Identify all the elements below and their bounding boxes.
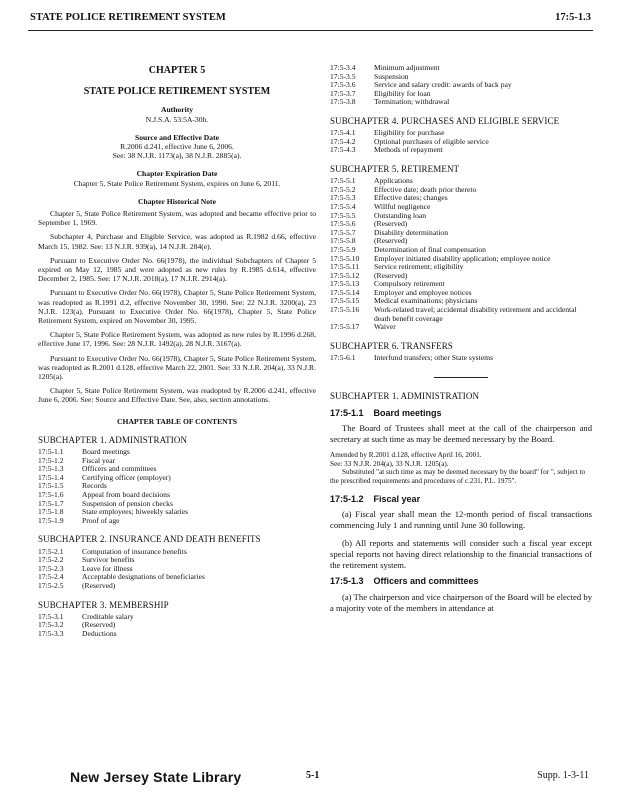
- toc-entry-title: Employer and employee notices: [374, 287, 472, 297]
- toc-entry-number: 17:5-5.15: [330, 296, 360, 306]
- section-title: Fiscal year: [373, 494, 421, 505]
- toc-entry[interactable]: [330, 323, 592, 332]
- toc-entry-number: 17:5-1.9: [38, 515, 64, 525]
- toc-entry[interactable]: [330, 138, 592, 147]
- toc-entry[interactable]: [38, 457, 316, 466]
- toc-entry[interactable]: [38, 573, 316, 582]
- toc-subchapter-5-title: SUBCHAPTER 5. RETIREMENT: [330, 163, 460, 174]
- toc-entry-title: Board meetings: [82, 447, 130, 457]
- toc-entry-title: Effective date; death prior thereto: [374, 184, 477, 194]
- toc-entry-title: Eligibility for loan: [374, 88, 431, 98]
- toc-entry-title: Medical examinations; physicians: [374, 296, 478, 306]
- history-paragraph: Subchapter 4, Purchase and Eligible Service, was adopted as R.1982 d.66, effective March 15, 1982. See: 13 N.J.R. 939(a), 14 N.J.R. 284(e).: [38, 232, 316, 251]
- toc-entry-number: 17:5-1.4: [38, 472, 64, 482]
- right-column: [330, 64, 592, 620]
- toc-entry-title: Minimum adjustment: [374, 63, 440, 72]
- section-17-5-1-1-text: The Board of Trustees shall meet at the call of the chairperson and secretary at such time as may be deemed necessary by the Board.: [330, 423, 592, 445]
- toc-entry-number: 17:5-5.14: [330, 287, 360, 297]
- toc-subchapter-3: [38, 613, 316, 639]
- toc-entry-number: 17:5-3.6: [330, 80, 356, 90]
- toc-entry-number: 17:5-3.4: [330, 63, 356, 72]
- header-title: STATE POLICE RETIREMENT SYSTEM: [30, 12, 226, 23]
- toc-entry-number: 17:5-5.4: [330, 201, 356, 211]
- toc-entry-title: Service retirement; eligibility: [374, 262, 464, 272]
- source-line-2: See: 38 N.J.R. 1173(a), 38 N.J.R. 2885(a).: [112, 151, 242, 161]
- toc-entry-number: 17:5-6.1: [330, 353, 356, 363]
- toc-entry[interactable]: [330, 272, 592, 281]
- toc-entry[interactable]: [330, 212, 592, 221]
- toc-entry-title: Fiscal year: [82, 455, 116, 465]
- chapter-title: STATE POLICE RETIREMENT SYSTEM: [83, 86, 271, 98]
- toc-entry-title: (Reserved): [374, 236, 408, 246]
- toc-entry-title: Computation of insurance benefits: [82, 546, 187, 556]
- toc-subchapter-2-title: SUBCHAPTER 2. INSURANCE AND DEATH BENEFITS: [38, 534, 261, 545]
- supplement-date: Supp. 1-3-11: [537, 770, 589, 781]
- toc-entry-number: 17:5-5.6: [330, 219, 356, 229]
- toc-entry-title: Outstanding loan: [374, 210, 427, 220]
- toc-entry-number: 17:5-4.2: [330, 136, 356, 146]
- toc-subchapter-1-title: SUBCHAPTER 1. ADMINISTRATION: [38, 434, 188, 445]
- toc-entry[interactable]: [330, 81, 592, 90]
- toc-entry-number: 17:5-5.11: [330, 262, 360, 272]
- left-column: [38, 66, 316, 639]
- toc-subchapter-4: [330, 129, 592, 155]
- history-paragraph: Pursuant to Executive Order No. 66(1978), Chapter 5, State Police Retirement System, was readopted as R.1991 d.2, effective November 30, 1990. See: 22 N.J.R. 3200(a), 23 N.J.R. 123(a). Pursuant to Executive Order No. 66(1978), Chapter 5, State Police Retirement System, expired on November 30, 1995.: [38, 288, 316, 326]
- subchapter-1-heading: SUBCHAPTER 1. ADMINISTRATION: [330, 390, 480, 401]
- toc-subchapter-3-continued: [330, 64, 592, 107]
- toc-entry-number: 17:5-3.2: [38, 620, 64, 630]
- toc-entry-title: Interfund transfers; other State systems: [374, 353, 493, 363]
- toc-entry[interactable]: [330, 354, 592, 363]
- section-17-5-1-2-paragraph-a: (a) Fiscal year shall mean the 12-month period of fiscal transactions commencing July 1 and running until June 30 following.: [330, 509, 592, 531]
- toc-entry[interactable]: [38, 474, 316, 483]
- history-paragraph: Chapter 5, State Police Retirement System, was adopted as new rules by R.1996 d.268, effective June 17, 1996. See: 28 N.J.R. 1492(a), 28 N.J.R. 3167(a).: [38, 330, 316, 349]
- toc-entry-number: 17:5-3.8: [330, 97, 356, 107]
- toc-entry-title: Optional purchases of eligible service: [374, 136, 489, 146]
- toc-entry-number: 17:5-3.7: [330, 88, 356, 98]
- toc-entry-number: 17:5-5.16: [330, 305, 360, 315]
- toc-entry-number: 17:5-1.8: [38, 507, 64, 517]
- history-paragraph: Chapter 5, State Police Retirement System, was adopted and became effective prior to September 1, 1969.: [38, 209, 316, 228]
- toc-entry-number: 17:5-5.7: [330, 227, 356, 237]
- section-number: 17:5-1.2: [330, 494, 364, 505]
- section-title: Officers and committees: [373, 576, 479, 587]
- authority-text: N.J.S.A. 53:5A-30h.: [145, 114, 209, 124]
- section-17-5-1-2-paragraph-b: (b) All reports and statements will consider such a fiscal year except special reports not having direct relationship to the financial transactions of the retirement system.: [330, 537, 592, 571]
- toc-subchapter-1: [38, 448, 316, 525]
- toc-entry[interactable]: [38, 556, 316, 565]
- toc-entry-title: Work-related travel; accidental disability retirement and accidental death benefit coverage: [374, 305, 577, 323]
- toc-subchapter-6: [330, 354, 592, 363]
- toc-entry-number: 17:5-5.17: [330, 322, 360, 332]
- header-rule: [28, 30, 593, 31]
- toc-entry-title: Deductions: [82, 629, 117, 638]
- historical-note-heading: Chapter Historical Note: [138, 196, 216, 206]
- section-number: 17:5-1.3: [330, 576, 364, 587]
- toc-entry[interactable]: [330, 229, 592, 238]
- toc-entry-title: Determination of final compensation: [374, 244, 486, 254]
- toc-entry-number: 17:5-5.12: [330, 270, 360, 280]
- toc-entry-title: Appeal from board decisions: [82, 490, 170, 500]
- toc-entry[interactable]: [38, 508, 316, 517]
- toc-entry-title: Disability determination: [374, 227, 449, 237]
- toc-entry-number: 17:5-1.6: [38, 490, 64, 500]
- toc-entry[interactable]: [38, 465, 316, 474]
- toc-entry-title: Methods of repayment: [374, 145, 443, 155]
- toc-entry-title: (Reserved): [374, 219, 408, 229]
- toc-entry[interactable]: [330, 90, 592, 99]
- section-17-5-1-3-heading: [330, 577, 592, 586]
- toc-entry-number: 17:5-5.1: [330, 176, 356, 186]
- toc-entry-title: Compulsory retirement: [374, 279, 445, 289]
- toc-entry-title: Officers and committees: [82, 464, 157, 474]
- source-line-1: R.2006 d.241, effective June 6, 2006.: [120, 142, 234, 152]
- amendment-line: See: 33 N.J.R. 204(a), 33 N.J.R. 1205(a).: [330, 459, 449, 468]
- toc-entry[interactable]: [38, 621, 316, 630]
- section-divider: [434, 377, 488, 378]
- toc-entry-number: 17:5-3.1: [38, 611, 64, 621]
- toc-entry[interactable]: [38, 517, 316, 526]
- section-number: 17:5-1.1: [330, 407, 364, 418]
- toc-entry-title: Applications: [374, 176, 413, 186]
- toc-entry-number: 17:5-2.3: [38, 563, 64, 573]
- toc-entry[interactable]: [38, 613, 316, 622]
- history-paragraph: Pursuant to Executive Order No. 66(1978), the individual Subchapters of Chapter 5 expired on May 12, 1985 and were adopted as new rules by R.1985 d.614, effective December 2, 1985. See: 17 N.J.R. 2018(a), 17 N.J.R. 2914(a).: [38, 255, 316, 284]
- toc-entry-number: 17:5-5.13: [330, 279, 360, 289]
- running-header: [30, 12, 591, 26]
- toc-entry-number: 17:5-5.2: [330, 184, 356, 194]
- section-title: Board meetings: [373, 407, 442, 418]
- toc-entry-number: 17:5-1.5: [38, 481, 64, 491]
- toc-entry-number: 17:5-5.5: [330, 210, 356, 220]
- toc-entry[interactable]: [38, 630, 316, 639]
- toc-entry-title: Certifying officer (employer): [82, 472, 171, 482]
- toc-heading: CHAPTER TABLE OF CONTENTS: [117, 416, 237, 426]
- toc-entry-title: Survivor benefits: [82, 555, 135, 565]
- amendment-line: Substituted "at such time as may be deemed necessary by the board" for ", subject to the prescribed requirements and procedures of c.231, P.L. 1975".: [330, 468, 586, 485]
- toc-subchapter-5: [330, 177, 592, 332]
- toc-entry-title: Employer initiated disability application; employee notice: [374, 253, 551, 263]
- toc-entry-title: State employees; biweekly salaries: [82, 507, 189, 517]
- source-heading: Source and Effective Date: [134, 132, 219, 142]
- toc-entry-title: Effective dates; changes: [374, 193, 448, 203]
- toc-entry-title: (Reserved): [82, 581, 116, 591]
- toc-entry-title: Suspension of pension checks: [82, 498, 173, 508]
- section-17-5-1-3-paragraph-a: (a) The chairperson and vice chairperson of the Board will be elected by a majority vote of the members in attendance at: [330, 591, 592, 613]
- toc-entry[interactable]: [330, 263, 592, 272]
- toc-entry-number: 17:5-1.7: [38, 498, 64, 508]
- toc-subchapter-2: [38, 548, 316, 591]
- toc-entry-number: 17:5-2.5: [38, 581, 64, 591]
- toc-entry-number: 17:5-2.4: [38, 572, 64, 582]
- toc-entry-number: 17:5-1.3: [38, 464, 64, 474]
- toc-entry-title: Willful negligence: [374, 201, 431, 211]
- toc-entry-title: Proof of age: [82, 515, 120, 525]
- toc-entry-number: 17:5-2.1: [38, 546, 64, 556]
- toc-subchapter-6-title: SUBCHAPTER 6. TRANSFERS: [330, 340, 453, 351]
- toc-entry-title: (Reserved): [82, 620, 116, 630]
- header-section-number: 17:5-1.3: [555, 12, 591, 23]
- amendment-note: [330, 451, 592, 485]
- toc-entry-title: Service and salary credit: awards of back pay: [374, 80, 512, 90]
- toc-entry-title: Acceptable designations of beneficiaries: [82, 572, 205, 582]
- amendment-line: Amended by R.2001 d.128, effective April 16, 2001.: [330, 451, 482, 460]
- toc-entry[interactable]: [330, 220, 592, 229]
- toc-entry[interactable]: [330, 64, 592, 73]
- toc-entry-number: 17:5-2.2: [38, 555, 64, 565]
- toc-entry[interactable]: [38, 482, 316, 491]
- chapter-number: CHAPTER 5: [148, 65, 206, 76]
- toc-entry-number: 17:5-1.2: [38, 455, 64, 465]
- toc-entry[interactable]: [38, 582, 316, 591]
- library-footer-text: New Jersey State Library: [70, 769, 242, 785]
- toc-subchapter-3-title: SUBCHAPTER 3. MEMBERSHIP: [38, 599, 169, 610]
- toc-entry[interactable]: [330, 203, 592, 212]
- toc-entry-title: Suspension: [374, 71, 409, 81]
- toc-entry[interactable]: [38, 491, 316, 500]
- toc-entry-number: 17:5-5.8: [330, 236, 356, 246]
- section-17-5-1-2-heading: [330, 495, 592, 504]
- toc-entry-number: 17:5-3.3: [38, 629, 64, 638]
- toc-entry-number: 17:5-4.3: [330, 145, 356, 155]
- toc-entry[interactable]: [330, 194, 592, 203]
- toc-entry-number: 17:5-3.5: [330, 71, 356, 81]
- toc-entry-title: Eligibility for purchase: [374, 128, 445, 138]
- authority-heading: Authority: [160, 105, 194, 115]
- toc-entry[interactable]: [330, 306, 592, 323]
- expiration-text: Chapter 5, State Police Retirement System, expires on June 6, 2011.: [73, 178, 281, 188]
- toc-entry[interactable]: [330, 146, 592, 155]
- toc-subchapter-4-title: SUBCHAPTER 4. PURCHASES AND ELIGIBLE SERVICE: [330, 115, 560, 126]
- toc-entry[interactable]: [38, 448, 316, 457]
- toc-entry-number: 17:5-5.10: [330, 253, 360, 263]
- toc-entry[interactable]: [330, 98, 592, 107]
- toc-entry-number: 17:5-5.9: [330, 244, 356, 254]
- toc-entry-title: Records: [82, 481, 107, 491]
- toc-entry-title: Creditable salary: [82, 611, 134, 621]
- page-number: 5-1: [306, 770, 320, 781]
- toc-entry-number: 17:5-5.3: [330, 193, 356, 203]
- toc-entry-title: Leave for illness: [82, 563, 133, 573]
- section-17-5-1-1-heading: [330, 409, 592, 418]
- toc-entry-title: (Reserved): [374, 270, 408, 280]
- history-paragraph: Pursuant to Executive Order No. 66(1978), Chapter 5, State Police Retirement System, was readopted as R.2001 d.128, effective March 22, 2001. See: 33 N.J.R. 204(a), 33 N.J.R. 1205(a).: [38, 353, 316, 382]
- toc-entry[interactable]: [330, 186, 592, 195]
- history-paragraph: Chapter 5, State Police Retirement System, was readopted by R.2006 d.241, effective June 6, 2006. See: Source and Effective Date. See, also, section annotations.: [38, 386, 316, 405]
- toc-entry-number: 17:5-4.1: [330, 128, 356, 138]
- expiration-heading: Chapter Expiration Date: [136, 169, 218, 179]
- toc-entry-title: Waiver: [374, 322, 396, 332]
- toc-entry[interactable]: [38, 548, 316, 557]
- toc-entry-number: 17:5-1.1: [38, 447, 64, 457]
- toc-entry-title: Termination; withdrawal: [374, 97, 450, 107]
